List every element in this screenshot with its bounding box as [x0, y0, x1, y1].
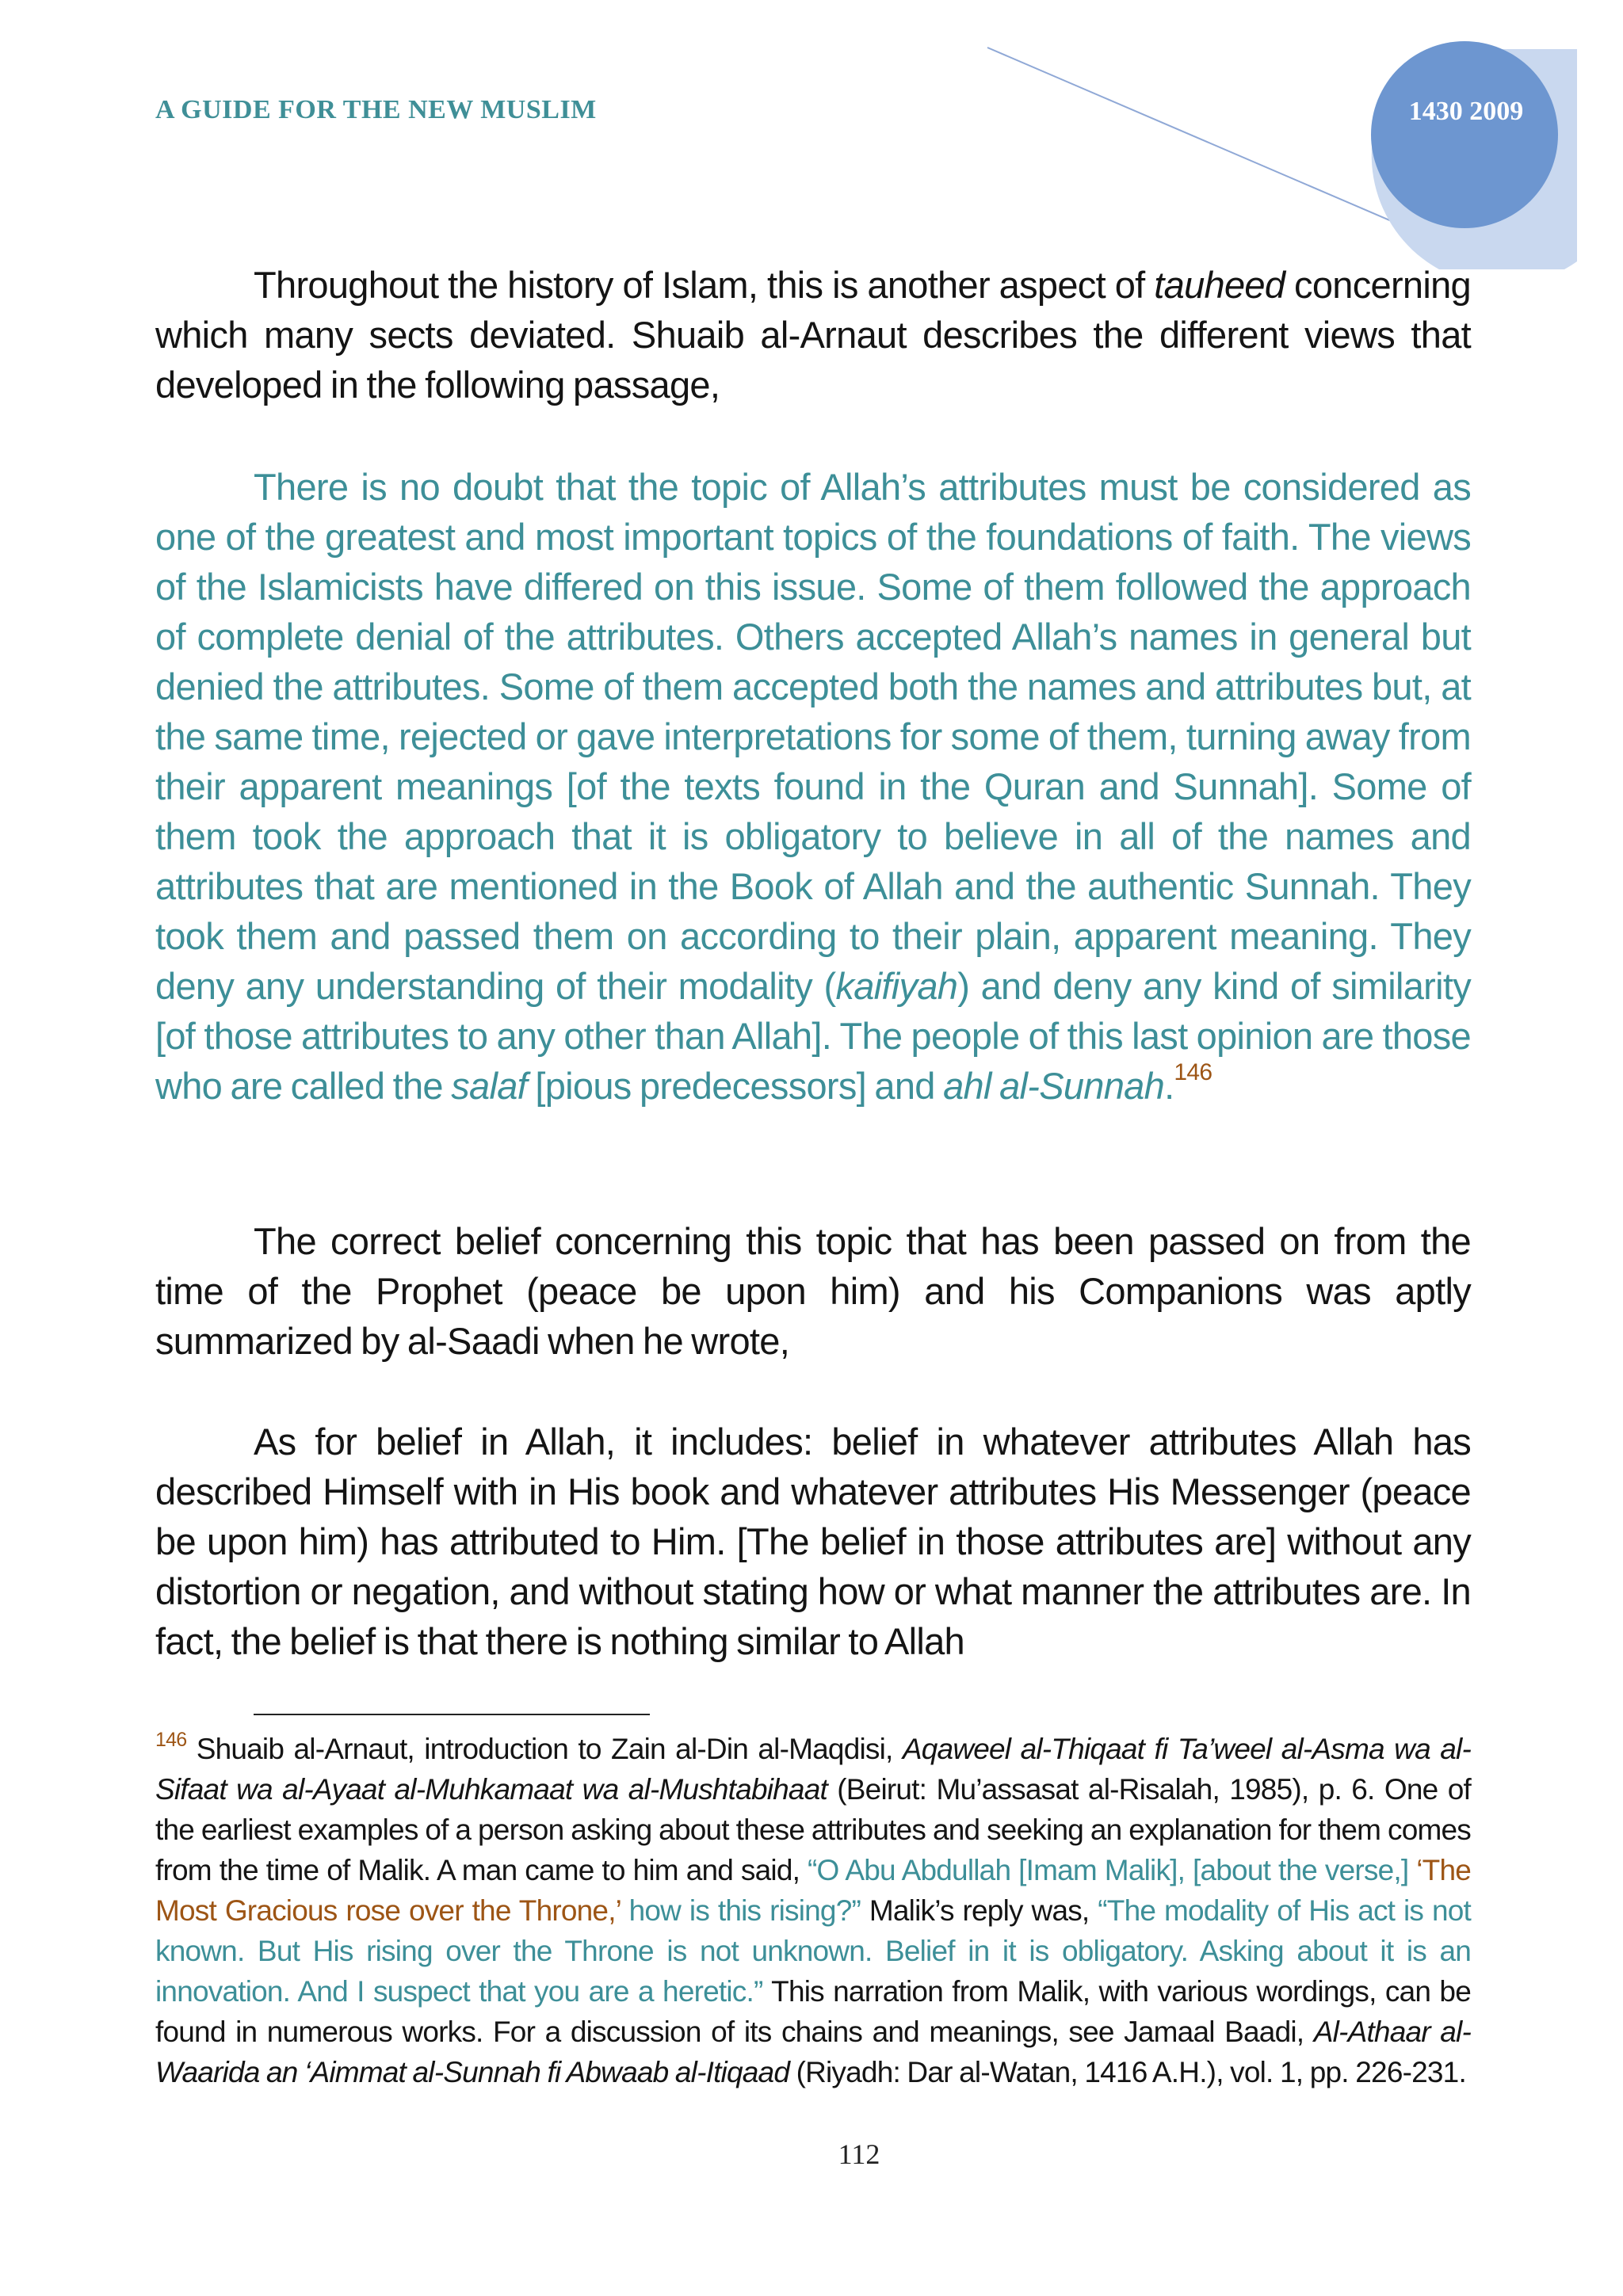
- footnote-number: 146: [155, 1729, 187, 1751]
- header-decoration: [0, 0, 1623, 269]
- header-circle: [1371, 41, 1558, 228]
- page-number: 112: [838, 2138, 880, 2170]
- block-quote-saadi: As for belief in Allah, it includes: belief in whatever attributes Allah has described Himself with in His book and whatever attributes His Messenger (peace be upon him) has attributed to Him. [The belief in those attributes are] without any distortion or negation, and without stating how or what manner the attributes are. In fact, the belief is that there is nothing similar to Allah: [155, 1421, 1471, 1662]
- term-kaifiyah: kaifiyah: [835, 965, 958, 1007]
- term-salaf: salaf: [451, 1065, 528, 1107]
- running-header-title: A GUIDE FOR THE NEW MUSLIM: [155, 95, 597, 124]
- term-ahl-al-sunnah: ahl al-Sunnah: [943, 1065, 1165, 1107]
- body-paragraph-2: The correct belief concerning this topic that has been passed on from the time of the Prophet (peace be upon him) and his Companions was aptly summarized by al-Saadi when he wrote,: [155, 1220, 1471, 1362]
- footnote-reference[interactable]: 146: [1174, 1059, 1212, 1085]
- term-tauheed: tauheed: [1154, 264, 1285, 306]
- footnote-separator: [254, 1714, 650, 1715]
- footnote-146: $^{146}$ Shuaib al-Arnaut, introduction to Zain al-Din al-Maqdisi, Aqaweel al-Thiqaat fi Ta’weel al-Asma wa al-Sifaat wa al-Ayaat al-Muhkamaat wa al-Mushtabihaat (Beirut: Mu’assasat al-Risalah, 1985), p. 6. One of the earliest examples of a person asking about these attributes and seeking an explanation for them comes from the time of Malik. A man came to him and said, “O Abu Abdullah [Imam Malik], [about the verse,] ‘The Most Gracious rose over the Throne,’ how is this rising?” Malik’s reply was, “The modality of His act is not known. But His rising over the Throne is not unknown. Belief in it is obligatory. Asking about it is an innovation. And I suspect that you are a heretic.” This narration from Malik, with various wordings, can be found in numerous works. For a discussion of its chains and meanings, see Jamaal Baadi, Al-Athaar al-Waarida an ‘Aimmat al-Sunnah fi Abwaab al-Itiqaad (Riyadh: Dar al-Watan, 1416 A.H.), vol. 1, pp. 226-231.: [155, 1729, 1472, 2088]
- running-header-year: 1430 2009: [1408, 97, 1524, 126]
- body-paragraph-1: Throughout the history of Islam, this is another aspect of tauheed concerning which many sects deviated. Shuaib al-Arnaut describes the different views that developed in the following passage,: [155, 264, 1471, 406]
- header-diagonal-line: [987, 48, 1426, 236]
- block-quote-arnaut: There is no doubt that the topic of Allah’s attributes must be considered as one of the greatest and most important topics of the foundations of faith. The views of the Islamicists have differed on this issue. Some of them followed the approach of complete denial of the attributes. Others accepted Allah’s names in general but denied the attributes. Some of them accepted both the names and attributes but, at the same time, rejected or gave interpretations for some of them, turning away from their apparent meanings [of the texts found in the Quran and Sunnah]. Some of them took the approach that it is obligatory to believe in all of the names and attributes that are mentioned in the Book of Allah and the authentic Sunnah. They took them and passed them on according to their plain, apparent meaning. They deny any understanding of their modality (kaifiyah) and deny any kind of similarity [of those attributes to any other than Allah]. The people of this last opinion are those who are called the salaf [pious predecessors] and ahl al-Sunnah.$^{146}$: [155, 466, 1471, 1107]
